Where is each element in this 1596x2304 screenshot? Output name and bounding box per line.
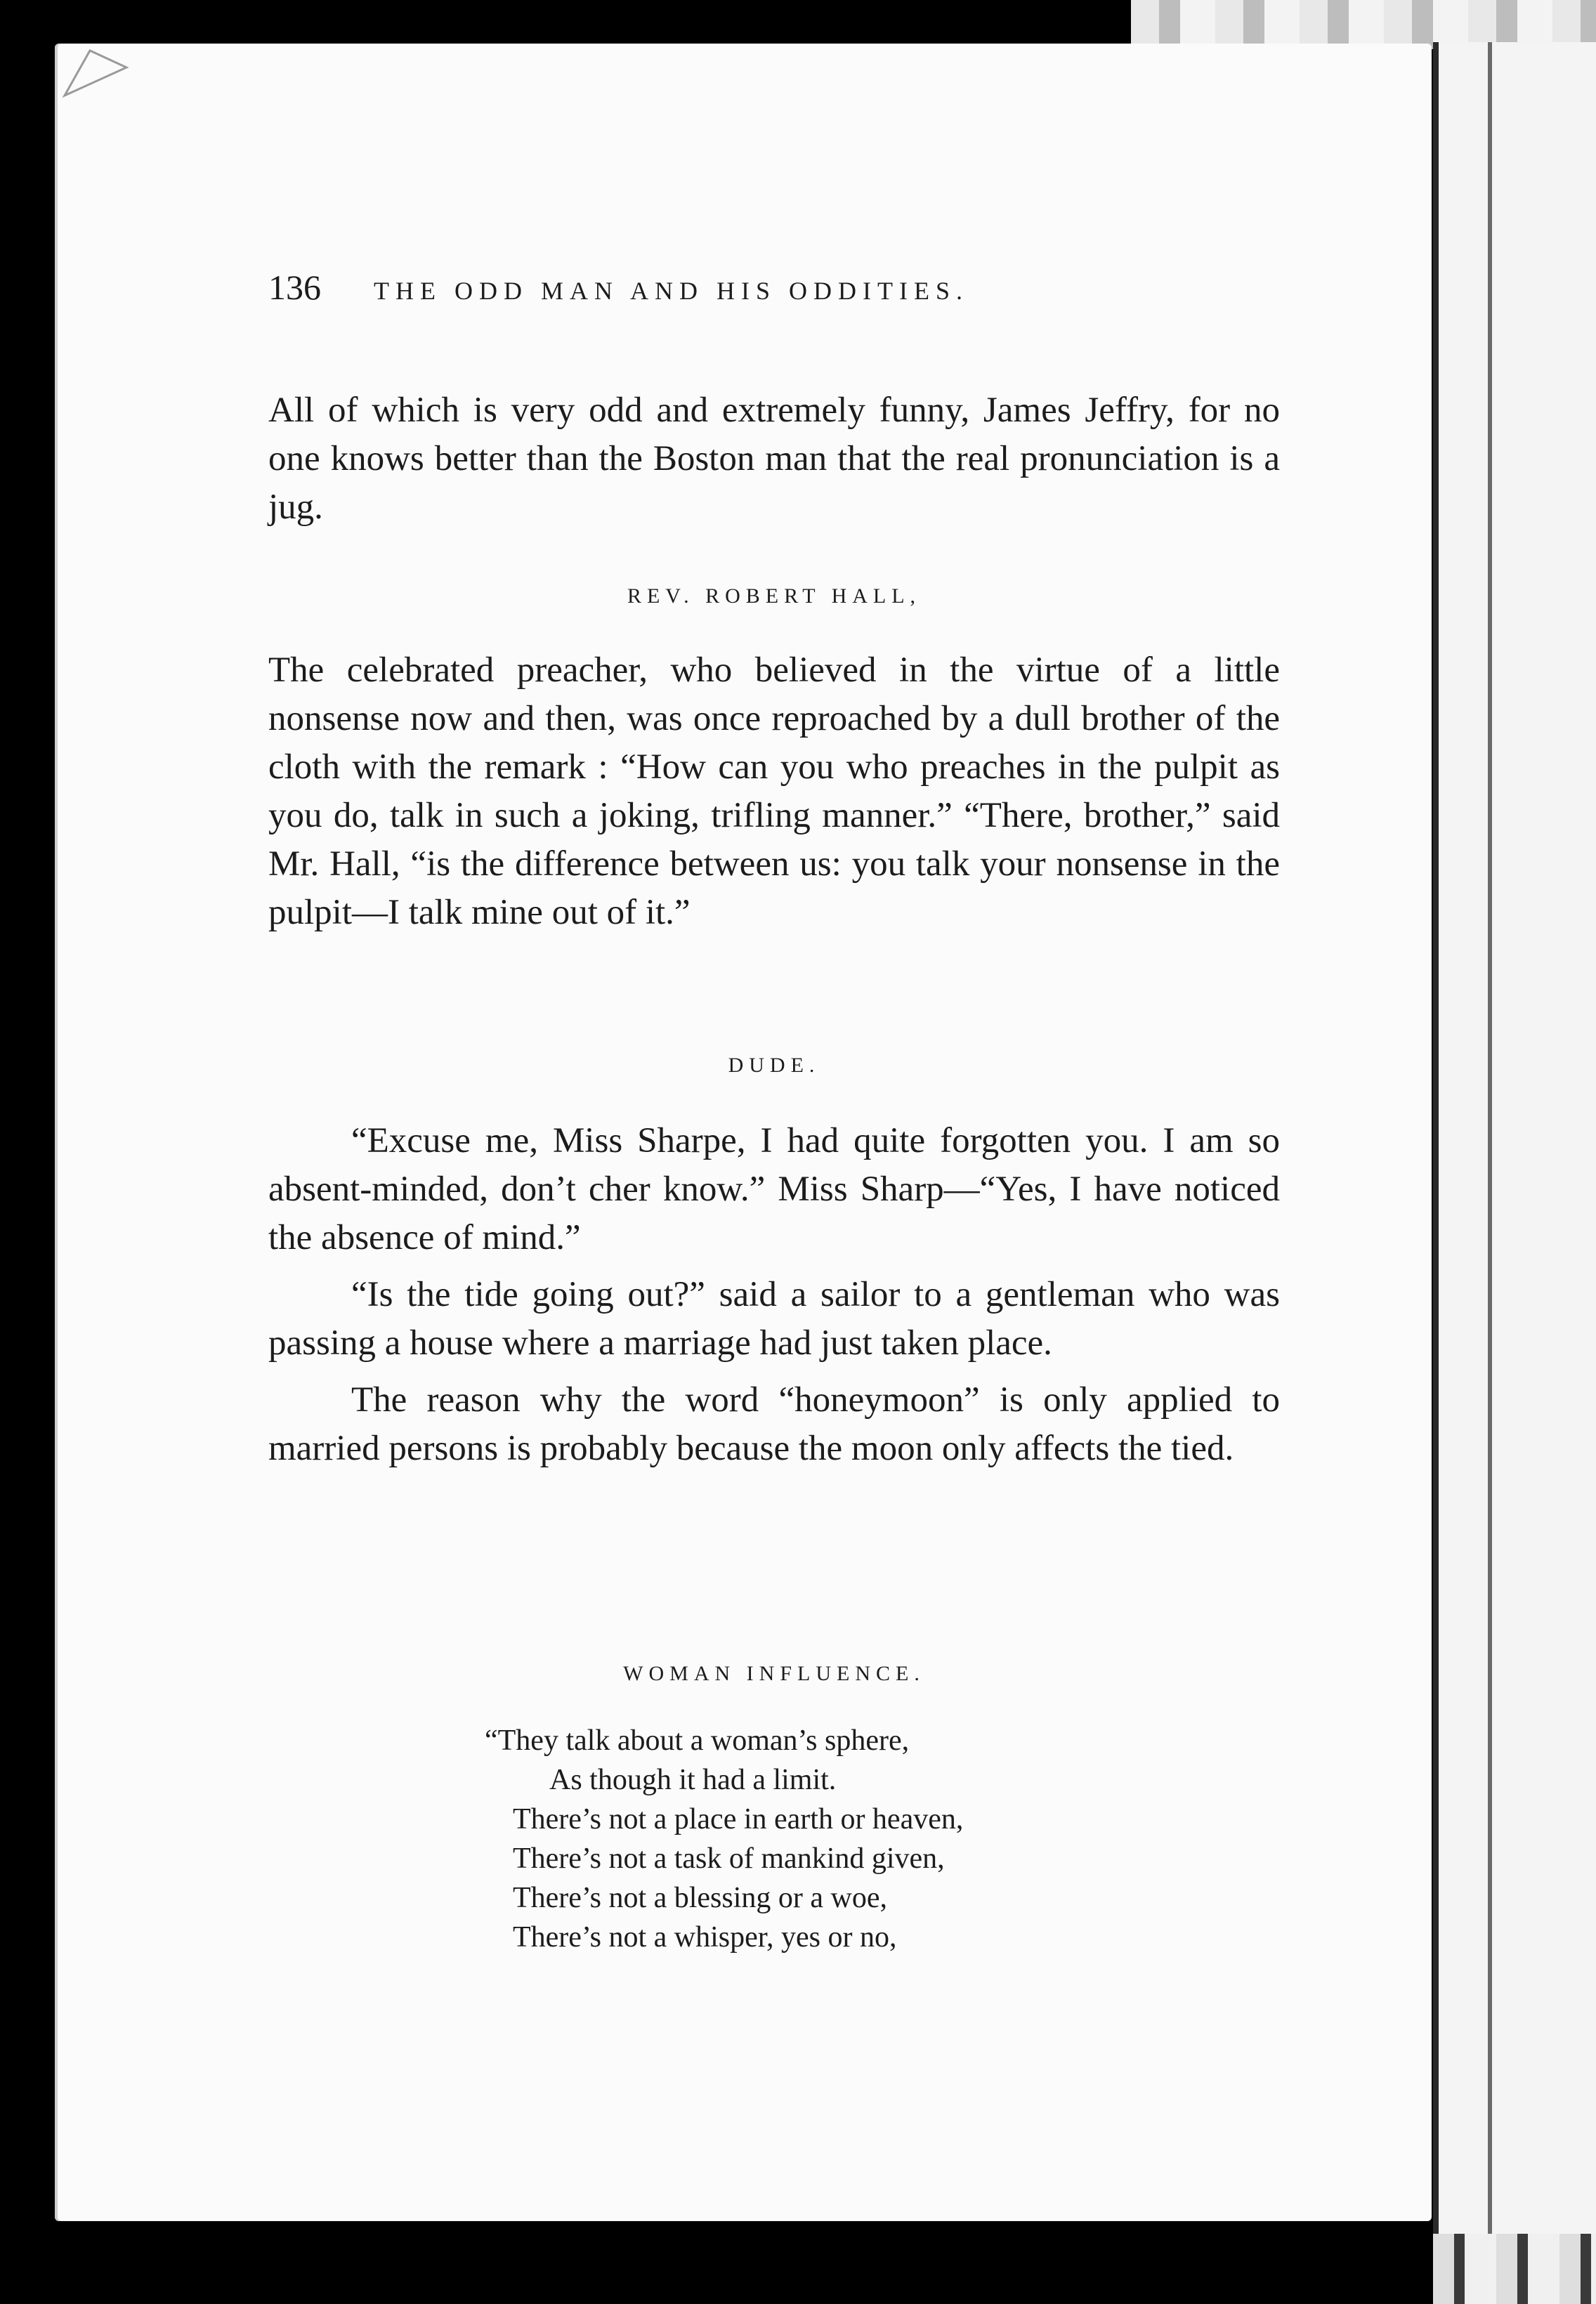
section-heading-hall: REV. ROBERT HALL, <box>627 584 922 608</box>
body-text <box>268 386 1280 532</box>
dude-paragraph-2: “Is the tide going out?” said a sailor to a gentleman who was passing a house where a marriage had just taken place. <box>268 1275 1280 1363</box>
facing-page-edge <box>1433 42 1596 2241</box>
hall-text <box>268 646 1280 937</box>
poem-line: “They talk about a woman’s sphere, <box>485 1724 910 1757</box>
poem-line: There’s not a task of mankind given, <box>513 1842 945 1875</box>
page-number: 136 <box>268 268 321 307</box>
hall-section <box>268 584 1280 608</box>
running-title: THE ODD MAN AND HIS ODDITIES. <box>374 277 969 305</box>
poem <box>485 1721 1117 1957</box>
poem-line: As though it had a limit. <box>549 1764 837 1796</box>
hall-paragraph: The celebrated preacher, who believed in the virtue of a little nonsense now and then, was once reproached by a dull brother of the cloth with the remark : “How can you who preaches in the pulpit as you do, talk in such a joking, trifling manner.” “There, brother,” said Mr. Hall, “is the difference between us: you talk your nonsense in the pulpit—I talk mine out of it.” <box>268 650 1280 932</box>
section-heading-dude: DUDE. <box>728 1054 820 1077</box>
dude-paragraph-3: The reason why the word “honeymoon” is only applied to married persons is probably because the moon only affects the tied. <box>268 1380 1280 1468</box>
scan-edge-bottom <box>1433 2234 1596 2304</box>
poem-line: There’s not a place in earth or heaven, <box>513 1803 964 1835</box>
woman-section <box>268 1662 1280 1686</box>
dude-paragraph-1: “Excuse me, Miss Sharpe, I had quite forgotten you. I am so absent-minded, don’t cher know.” Miss Sharp—“Yes, I have noticed the absence of mind.” <box>268 1121 1280 1257</box>
opening-paragraph: All of which is very odd and extremely funny, James Jeffry, for no one knows better than the Boston man that the real pronunciation is a jug. <box>268 391 1280 527</box>
folded-corner-icon <box>62 46 132 103</box>
poem-line: There’s not a blessing or a woe, <box>513 1882 888 1914</box>
running-head <box>268 267 1280 323</box>
section-heading-woman: WOMAN INFLUENCE. <box>623 1662 925 1685</box>
dude-text <box>268 1117 1280 1473</box>
poem-line: There’s not a whisper, yes or no, <box>513 1921 897 1953</box>
dude-section <box>268 1054 1280 1078</box>
